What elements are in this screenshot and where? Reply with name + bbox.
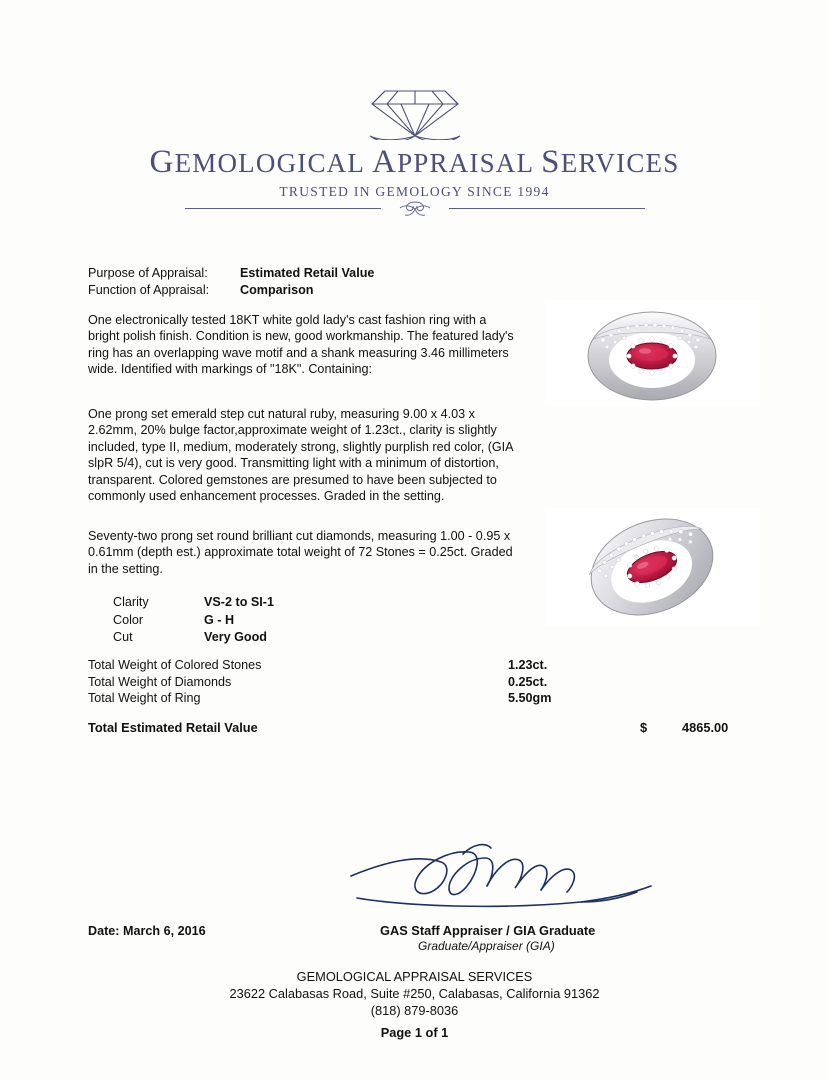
company-name [0, 144, 829, 181]
footer-page-number: Page 1 of 1 [380, 1025, 449, 1040]
total-value: 5.50gm [508, 691, 552, 705]
description-paragraph: One electronically tested 18KT white gold lady's cast fashion ring with a bright polish finish. Condition is new, good workmanship. The featured lady's ring has an overlapping wave motif and a shank measuring 3.46 millimeters wide. Identified with markings of "18K". Containing: [88, 313, 514, 377]
table-row [88, 690, 740, 707]
spec-value: Very Good [204, 630, 267, 644]
spec-name: Cut [113, 630, 133, 644]
divider-right [449, 208, 645, 209]
spec-value: VS-2 to SI-1 [204, 595, 274, 609]
footer-address: 23622 Calabasas Road, Suite #250, Calabasas, California 91362 [229, 986, 600, 1001]
total-value: 0.25ct. [508, 674, 548, 689]
grand-total-label: Total Estimated Retail Value [88, 720, 258, 735]
ring-photo-angled [545, 508, 760, 626]
totals-table [88, 657, 740, 707]
flourish-ornament-icon [380, 198, 450, 220]
signature-image [345, 836, 665, 926]
letterhead [0, 74, 829, 221]
letterhead-divider [185, 205, 645, 221]
total-value: 1.23ct. [508, 658, 548, 672]
total-label: Total Weight of Ring [88, 691, 201, 705]
ring-photo-front [545, 300, 760, 405]
table-row [113, 612, 274, 630]
field-value: Comparison [240, 283, 314, 297]
colored-stone-paragraph: One prong set emerald step cut natural ruby, measuring 9.00 x 4.03 x 2.62mm, 20% bulge factor,approximate weight of 1.23ct., clarity is slightly included, type II, medium, moderately strong, slightly purplish red color, (GIA slpR 5/4), cut is very good. Transmitting light with a minimum of distortion, transparent. Colored gemstones are presumed to have been subjected to commonly used enhancement processes. Graded in the setting. [88, 407, 513, 504]
table-row [113, 629, 274, 647]
footer-phone: (818) 879-8036 [370, 1003, 459, 1018]
appraiser-title: GAS Staff Appraiser / GIA Graduate [380, 923, 596, 938]
grand-total-amount: 4865.00 [682, 720, 729, 735]
total-label: Total Weight of Diamonds [88, 674, 232, 689]
grand-total-currency: $ [640, 720, 648, 735]
diamond-specs-table [113, 594, 274, 647]
appraisal-date: Date: March 6, 2016 [88, 924, 206, 938]
company-name-text: GEMOLOGICAL APPRAISAL SERVICES [149, 144, 680, 180]
field-value: Estimated Retail Value [240, 266, 375, 280]
table-row [113, 594, 274, 612]
spec-name: Clarity [113, 595, 149, 609]
appraisal-fields [88, 265, 374, 299]
field-label: Purpose of Appraisal: [88, 266, 208, 280]
field-label: Function of Appraisal: [88, 283, 210, 297]
table-row [88, 674, 740, 691]
table-row [88, 657, 740, 674]
grand-total-row [88, 720, 740, 735]
divider-left [185, 208, 381, 209]
diamond-paragraph: Seventy-two prong set round brilliant cut diamonds, measuring 1.00 - 0.95 x 0.61mm (depth est.) approximate total weight of 72 Stones = 0.25ct. Graded in the setting. [88, 529, 513, 576]
footer-company: GEMOLOGICAL APPRAISAL SERVICES [296, 969, 533, 984]
total-label: Total Weight of Colored Stones [88, 658, 262, 672]
footer [0, 968, 829, 1041]
appraiser-subtitle: Graduate/Appraiser (GIA) [418, 939, 555, 953]
spec-name: Color [113, 612, 144, 627]
diamond-icon [340, 74, 490, 140]
field-row [88, 265, 374, 282]
spec-value: G - H [204, 612, 235, 627]
company-tagline: TRUSTED IN GEMOLOGY SINCE 1994 [279, 184, 550, 199]
field-row [88, 282, 374, 299]
